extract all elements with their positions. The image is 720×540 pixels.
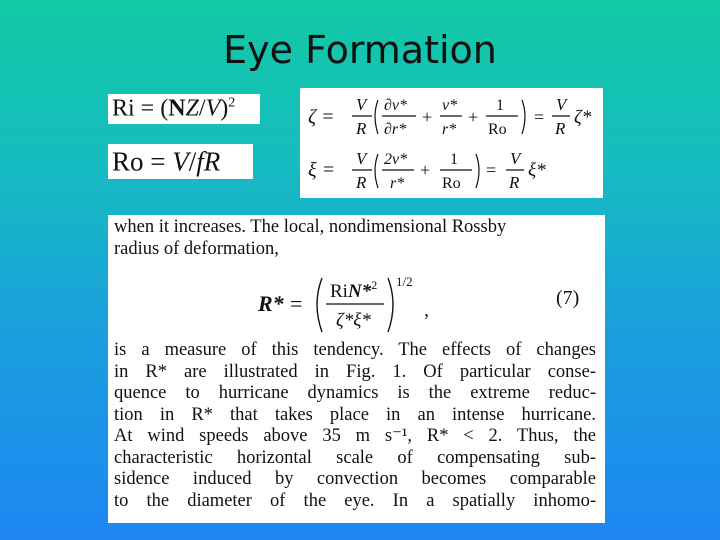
svg-text:2v*: 2v* — [384, 151, 408, 168]
svg-text:,: , — [424, 299, 429, 321]
svg-text:R: R — [555, 119, 566, 138]
paragraph-intro — [114, 217, 596, 260]
vorticity-equations — [300, 88, 603, 198]
svg-text:Ro: Ro — [488, 121, 507, 138]
svg-text:1/2: 1/2 — [396, 274, 413, 289]
svg-text:+: + — [468, 107, 479, 127]
rossby-radius-equation — [258, 270, 598, 338]
slide-title: Eye Formation — [223, 28, 497, 72]
svg-text:=: = — [290, 291, 303, 316]
svg-text:r*: r* — [390, 175, 405, 192]
svg-text:Ro: Ro — [442, 175, 461, 192]
svg-text:V: V — [510, 149, 521, 168]
svg-text:∂r*: ∂r* — [384, 121, 407, 138]
svg-text:ξ*: ξ* — [528, 160, 546, 181]
svg-text:=: = — [534, 107, 545, 127]
paper-excerpt — [108, 215, 605, 523]
svg-text:1: 1 — [450, 151, 458, 168]
svg-text:ζ*: ζ* — [574, 107, 592, 128]
text-line: radius of deformation, — [114, 238, 279, 259]
text-line: when it increases. The local, nondimensional Rossby — [114, 217, 507, 237]
svg-text:∂v*: ∂v* — [384, 97, 408, 114]
svg-text:ζ*ξ*: ζ*ξ* — [336, 310, 371, 331]
svg-text:R: R — [356, 173, 367, 192]
svg-text:+: + — [422, 107, 433, 127]
paragraph-body — [114, 340, 596, 512]
svg-text:V: V — [356, 95, 367, 114]
svg-text:R: R — [509, 173, 520, 192]
text-line: in R* are illustrated in Fig. 1. Of particular conse- — [114, 361, 596, 382]
svg-text:R*: R* — [258, 291, 284, 316]
svg-text:RiN*2: RiN*$^2$ — [330, 278, 378, 302]
svg-text:V: V — [556, 95, 567, 114]
text-line: At wind speeds above 35 m s⁻¹, R* < 2. Thus, the — [114, 426, 596, 446]
zeta-equation — [308, 95, 592, 138]
text-line: sidence induced by convection becomes comparable — [114, 469, 596, 489]
svg-text:r*: r* — [442, 121, 457, 138]
svg-text:ζ =: ζ = — [308, 106, 335, 128]
svg-text:v*: v* — [442, 97, 458, 114]
text-line: characteristic horizontal scale of compensating sub- — [114, 447, 596, 468]
equation-number: (7) — [556, 287, 580, 309]
richardson-number-equation: $Ri = (NZ/V)^2$ — [108, 94, 260, 124]
svg-text:ξ =: ξ = — [308, 159, 336, 181]
svg-text:+: + — [420, 160, 431, 180]
xi-equation — [308, 149, 546, 192]
svg-text:R: R — [356, 119, 367, 138]
svg-text:V: V — [356, 149, 367, 168]
text-line: to the diameter of the eye. In a spatially inhomo- — [114, 490, 596, 511]
text-line: is a measure of this tendency. The effects of changes — [114, 340, 596, 360]
svg-text:1: 1 — [496, 97, 504, 114]
text-line: quence to hurricane dynamics is the extreme reduc- — [114, 383, 596, 403]
text-line: tion in R* that takes place in an intense hurricane. — [114, 404, 596, 425]
svg-text:=: = — [486, 160, 497, 180]
rossby-number-equation: Ro = V/fR — [108, 144, 253, 179]
